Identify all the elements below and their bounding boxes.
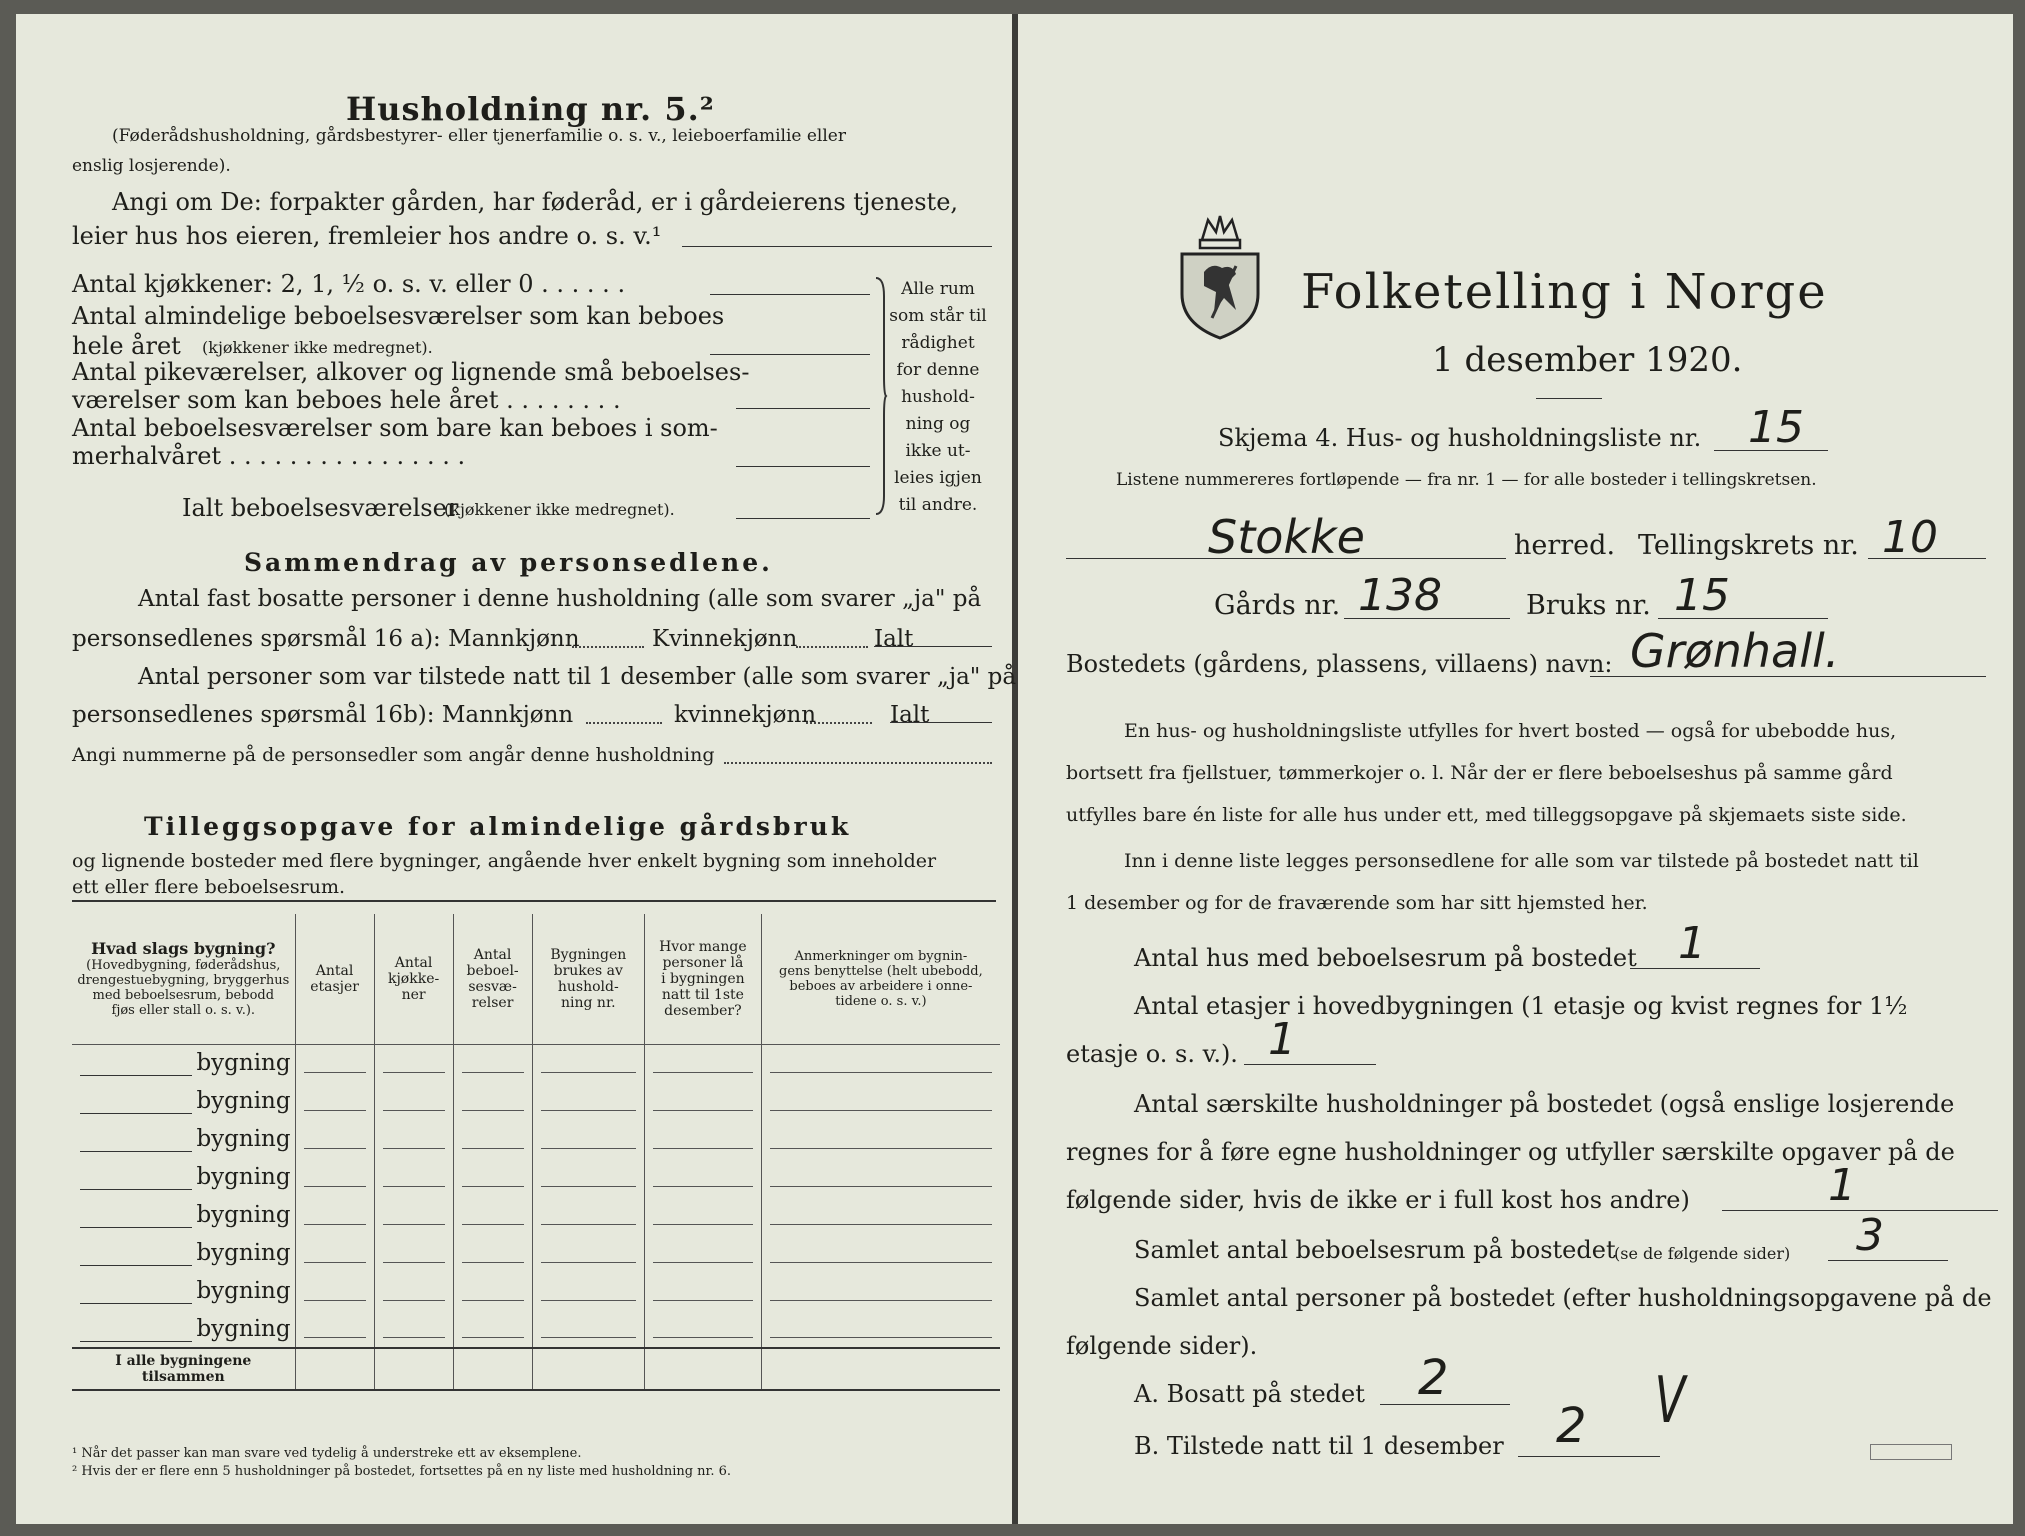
gards-label: Gårds nr. <box>1214 590 1341 621</box>
col-household-text: Bygningen <box>550 946 627 963</box>
row-value-line <box>541 1186 636 1187</box>
col-remarks-text: Anmerkninger om bygnin- <box>794 948 968 964</box>
summary-2-female-line <box>806 722 872 724</box>
col-building-type-title: Hvad slags bygning? <box>91 939 276 959</box>
row-value-cell <box>532 1044 644 1082</box>
q-total-rooms-value: 3 <box>1856 1210 1884 1261</box>
q-total-rooms-line <box>736 518 870 519</box>
row-building-label: bygning <box>196 1050 291 1077</box>
q-present-line <box>1518 1456 1660 1457</box>
q-floors-1: Antal etasjer i hovedbygningen (1 etasje og kvist regnes for 1½ <box>1134 992 1908 1020</box>
col-household-text: hushold- <box>557 978 619 995</box>
row-value-line <box>304 1300 366 1301</box>
row-value-cell <box>532 1310 644 1348</box>
row-value-cell <box>644 1310 761 1348</box>
row-value-line <box>541 1148 636 1149</box>
row-value-line <box>462 1072 524 1073</box>
q-households-value: 1 <box>1828 1160 1856 1211</box>
summary-2c: kvinnekjønn <box>674 702 817 728</box>
row-value-line <box>383 1110 445 1111</box>
q-kitchens-line <box>710 294 870 295</box>
q-rooms-line <box>710 354 870 355</box>
summary-3: Angi nummerne på de personsedler som angår denne husholdning <box>72 744 715 766</box>
q-floors-value: 1 <box>1268 1014 1296 1065</box>
col-kitchens-text: ner <box>401 986 426 1003</box>
total-value-cell <box>374 1348 453 1390</box>
row-value-cell <box>761 1196 1000 1234</box>
row-value-line <box>304 1337 366 1338</box>
col-remarks-text: tidene o. s. v.) <box>835 993 927 1009</box>
row-value-line <box>770 1337 992 1338</box>
row-value-cell <box>295 1272 374 1310</box>
q-small-rooms-line <box>736 408 870 409</box>
col-persons-text: natt til 1ste <box>661 986 744 1003</box>
table-row <box>72 1120 1000 1158</box>
row-value-cell <box>644 1158 761 1196</box>
instr-2a: Inn i denne liste legges personsedlene for alle som var tilstede på bostedet natt til <box>1124 850 1919 872</box>
col-building-type <box>72 914 295 1044</box>
row-value-cell <box>761 1158 1000 1196</box>
row-value-cell <box>374 1196 453 1234</box>
q-summer-rooms-1: Antal beboelsesværelser som bare kan beboes i som- <box>72 414 718 442</box>
row-value-line <box>383 1186 445 1187</box>
col-persons <box>644 914 761 1044</box>
row-value-cell <box>644 1234 761 1272</box>
total-value-cell <box>295 1348 374 1390</box>
row-value-line <box>541 1300 636 1301</box>
table-row <box>72 1196 1000 1234</box>
col-persons-text: i bygningen <box>661 970 745 987</box>
col-persons-text: desember? <box>664 1002 742 1019</box>
row-value-cell <box>453 1234 532 1272</box>
total-label-cell: I alle bygningene tilsammen <box>115 1353 252 1385</box>
row-value-cell <box>644 1196 761 1234</box>
row-building-cell <box>72 1272 295 1310</box>
summary-1c: Kvinnekjønn <box>652 626 798 652</box>
row-value-cell <box>374 1310 453 1348</box>
q-total-rooms-note: (kjøkkener ikke medregnet). <box>444 500 675 519</box>
table-row <box>72 1234 1000 1272</box>
row-value-cell <box>532 1234 644 1272</box>
norway-coat-of-arms-icon <box>1178 214 1262 340</box>
instr-1b: bortsett fra fjellstuer, tømmerkojer o. l. Når der er flere beboelseshus på samme gård <box>1066 762 1893 784</box>
row-value-line <box>462 1224 524 1225</box>
q-persons-1: Samlet antal personer på bostedet (efter husholdningsopgavene på de <box>1134 1284 1992 1312</box>
row-value-cell <box>761 1272 1000 1310</box>
row-value-line <box>770 1148 992 1149</box>
row-building-cell <box>72 1234 295 1272</box>
q-total-rooms: Samlet antal beboelsesrum på bostedet <box>1134 1236 1616 1264</box>
table-row <box>72 1082 1000 1120</box>
row-value-line <box>653 1072 753 1073</box>
row-value-line <box>653 1337 753 1338</box>
total-value-cell <box>644 1348 761 1390</box>
herred-value: Stokke <box>1208 510 1365 564</box>
summary-3-line <box>724 762 992 764</box>
row-value-cell <box>374 1082 453 1120</box>
col-rooms <box>453 914 532 1044</box>
row-value-cell <box>644 1272 761 1310</box>
summary-2a: Antal personer som var tilstede natt til 1 desember (alle som svarer „ja" på <box>138 664 1017 690</box>
household-intro-1: (Føderådshusholdning, gårdsbestyrer- eller tjenerfamilie o. s. v., leieboerfamilie eller <box>112 126 846 146</box>
row-value-line <box>653 1186 753 1187</box>
side-note-brace <box>872 276 888 516</box>
row-type-line <box>80 1227 192 1228</box>
row-building-label: bygning <box>196 1240 291 1266</box>
row-value-cell <box>453 1082 532 1120</box>
title-divider <box>1536 398 1602 399</box>
row-value-cell <box>532 1082 644 1120</box>
row-value-line <box>653 1148 753 1149</box>
bosted-label: Bostedets (gårdens, plassens, villaens) navn: <box>1066 650 1613 678</box>
side-note-line: leies igjen <box>894 468 982 488</box>
q-summer-rooms-line <box>736 466 870 467</box>
row-value-cell <box>295 1044 374 1082</box>
row-value-line <box>462 1262 524 1263</box>
angi-line-2: leier hus hos eieren, fremleier hos andre o. s. v.¹ <box>72 222 662 250</box>
row-building-cell <box>72 1196 295 1234</box>
row-value-cell <box>644 1082 761 1120</box>
col-household-text: brukes av <box>553 962 623 979</box>
summary-2b: personsedlenes spørsmål 16b): Mannkjønn <box>72 702 574 728</box>
col-remarks <box>761 914 1000 1044</box>
row-type-line <box>80 1189 192 1190</box>
row-value-line <box>770 1224 992 1225</box>
row-value-cell <box>374 1234 453 1272</box>
row-value-line <box>541 1110 636 1111</box>
row-value-cell <box>453 1158 532 1196</box>
row-value-cell <box>532 1272 644 1310</box>
summary-1b: personsedlenes spørsmål 16 a): Mannkjønn <box>72 626 580 652</box>
household-title: Husholdning nr. 5.² <box>346 90 715 128</box>
col-kitchens-text: Antal <box>394 954 433 971</box>
summary-2d: Ialt <box>890 702 930 728</box>
row-value-line <box>462 1186 524 1187</box>
row-value-line <box>304 1262 366 1263</box>
schema-label: Skjema 4. Hus- og husholdningsliste nr. <box>1218 424 1702 452</box>
table-row <box>72 1310 1000 1348</box>
total-value-cell <box>761 1348 1000 1390</box>
col-persons-text: personer lå <box>662 954 744 971</box>
q-floors-line <box>1244 1064 1376 1065</box>
angi-line-1: Angi om De: forpakter gården, har føderåd, er i gårdeierens tjeneste, <box>112 188 959 216</box>
side-note-line: ikke ut- <box>905 441 971 461</box>
col-floors <box>295 914 374 1044</box>
table-header-row <box>72 914 1000 1044</box>
row-value-cell <box>374 1158 453 1196</box>
row-value-line <box>541 1262 636 1263</box>
extra-title: Tilleggsopgave for almindelige gårdsbruk <box>144 812 852 841</box>
row-value-cell <box>532 1196 644 1234</box>
col-floors-text: Antal <box>315 962 354 979</box>
col-building-type-sub: (Hovedbygning, føderådshus, <box>86 958 281 974</box>
row-value-line <box>383 1300 445 1301</box>
total-value-cell <box>532 1348 644 1390</box>
instr-1a: En hus- og husholdningsliste utfylles for hvert bosted — også for ubebodde hus, <box>1124 720 1897 742</box>
extra-1: og lignende bosteder med flere bygninger, angående hver enkelt bygning som inneholder <box>72 850 937 872</box>
row-value-line <box>653 1300 753 1301</box>
row-value-cell <box>295 1158 374 1196</box>
side-note <box>888 276 988 519</box>
row-value-line <box>770 1262 992 1263</box>
krets-label: Tellingskrets nr. <box>1638 530 1859 561</box>
total-value-cell <box>453 1348 532 1390</box>
instr-2b: 1 desember og for de fraværende som har sitt hjemsted her. <box>1066 892 1648 914</box>
row-value-cell <box>374 1120 453 1158</box>
q-kitchens: Antal kjøkkener: 2, 1, ½ o. s. v. eller 0 . . . . . . <box>72 270 626 298</box>
left-page <box>16 14 1017 1524</box>
side-note-line: rådighet <box>901 333 975 353</box>
extra-rule <box>72 900 996 902</box>
side-note-line: til andre. <box>898 495 978 515</box>
side-note-line: ning og <box>905 414 971 434</box>
row-value-line <box>383 1148 445 1149</box>
q-summer-rooms-2: merhalvåret . . . . . . . . . . . . . . . . <box>72 442 466 470</box>
q-floors-2: etasje o. s. v.). <box>1066 1040 1238 1068</box>
table-total-row <box>72 1348 1000 1390</box>
row-value-line <box>653 1224 753 1225</box>
row-value-line <box>462 1110 524 1111</box>
q-present-value: 2 <box>1556 1398 1587 1454</box>
row-value-line <box>383 1072 445 1073</box>
row-building-cell <box>72 1120 295 1158</box>
q-resident: A. Bosatt på stedet <box>1134 1380 1365 1408</box>
row-value-cell <box>761 1044 1000 1082</box>
q-total-rooms-note: (se de følgende sider) <box>1614 1244 1791 1263</box>
row-value-line <box>541 1224 636 1225</box>
row-building-cell <box>72 1158 295 1196</box>
summary-2-male-line <box>586 722 662 724</box>
footnote-1: ¹ Når det passer kan man svare ved tydelig å understreke ett av eksemplene. <box>72 1446 582 1461</box>
col-rooms-text: sesvæ- <box>468 978 517 995</box>
row-value-cell <box>453 1310 532 1348</box>
numbering-note: Listene nummereres fortløpende — fra nr. 1 — for alle bosteder i tellingskretsen. <box>1116 470 1817 490</box>
summary-1-total-line <box>874 646 992 647</box>
row-value-line <box>653 1110 753 1111</box>
row-value-line <box>304 1186 366 1187</box>
col-rooms-text: relser <box>471 994 514 1011</box>
right-page <box>1018 14 2013 1524</box>
row-value-line <box>304 1148 366 1149</box>
row-value-line <box>304 1224 366 1225</box>
row-value-cell <box>453 1196 532 1234</box>
census-title: Folketelling i Norge <box>1301 264 1828 320</box>
gards-value: 138 <box>1358 570 1442 621</box>
row-value-cell <box>295 1082 374 1120</box>
row-value-cell <box>374 1272 453 1310</box>
row-building-label: bygning <box>196 1202 291 1228</box>
row-value-cell <box>453 1120 532 1158</box>
row-value-line <box>304 1072 366 1073</box>
q-households-3: følgende sider, hvis de ikke er i full kost hos andre) <box>1066 1186 1690 1214</box>
col-kitchens-text: kjøkke- <box>387 970 440 987</box>
row-value-line <box>383 1262 445 1263</box>
row-type-line <box>80 1265 192 1266</box>
row-value-line <box>383 1224 445 1225</box>
row-value-cell <box>453 1272 532 1310</box>
herred-label: herred. <box>1514 530 1616 561</box>
check-mark: V <box>1654 1364 1686 1438</box>
krets-value: 10 <box>1882 512 1938 563</box>
row-building-label: bygning <box>196 1278 291 1304</box>
row-value-cell <box>295 1196 374 1234</box>
row-value-cell <box>295 1120 374 1158</box>
row-building-cell <box>72 1082 295 1120</box>
row-value-line <box>541 1337 636 1338</box>
row-building-cell <box>72 1044 295 1082</box>
table-row <box>72 1272 1000 1310</box>
row-value-line <box>462 1148 524 1149</box>
row-building-label: bygning <box>196 1126 291 1152</box>
q-small-rooms-2: værelser som kan beboes hele året . . . . . . . . <box>72 386 621 414</box>
row-value-line <box>770 1072 992 1073</box>
row-value-line <box>770 1300 992 1301</box>
row-value-cell <box>761 1120 1000 1158</box>
side-note-line: hushold- <box>901 387 975 407</box>
row-value-cell <box>295 1310 374 1348</box>
row-value-cell <box>532 1158 644 1196</box>
q-present: B. Tilstede natt til 1 desember <box>1134 1432 1504 1460</box>
q-rooms-1: Antal almindelige beboelsesværelser som kan beboes <box>72 302 725 330</box>
footnote-2: ² Hvis der er flere enn 5 husholdninger på bostedet, fortsettes på en ny liste med husholdning nr. 6. <box>72 1464 732 1479</box>
col-remarks-text: gens benyttelse (helt ubebodd, <box>779 963 983 979</box>
row-value-line <box>462 1300 524 1301</box>
summary-1-female-line <box>796 646 868 648</box>
q-households-2: regnes for å føre egne husholdninger og utfyller særskilte opgaver på de <box>1066 1138 1955 1166</box>
bruks-label: Bruks nr. <box>1526 590 1651 621</box>
row-value-cell <box>761 1082 1000 1120</box>
q-resident-value: 2 <box>1418 1350 1449 1406</box>
row-type-line <box>80 1075 192 1076</box>
col-household-no <box>532 914 644 1044</box>
row-value-line <box>770 1110 992 1111</box>
row-value-line <box>653 1262 753 1263</box>
row-value-line <box>304 1110 366 1111</box>
row-building-label: bygning <box>196 1088 291 1114</box>
q-total-rooms-line <box>1828 1260 1948 1261</box>
row-value-cell <box>644 1120 761 1158</box>
col-rooms-text: Antal <box>473 946 512 963</box>
extra-2: ett eller flere beboelsesrum. <box>72 876 346 898</box>
row-value-cell <box>761 1310 1000 1348</box>
summary-1a: Antal fast bosatte personer i denne husholdning (alle som svarer „ja" på <box>138 586 982 612</box>
building-table <box>72 914 1000 1391</box>
row-building-cell <box>72 1310 295 1348</box>
row-value-cell <box>644 1044 761 1082</box>
row-value-line <box>541 1072 636 1073</box>
bosted-value: Grønhall. <box>1630 624 1840 678</box>
side-note-line: Alle rum <box>901 279 975 299</box>
col-household-text: ning nr. <box>561 994 616 1011</box>
side-note-line: som står til <box>889 306 987 326</box>
summary-2-total-line <box>890 722 992 723</box>
col-remarks-text: beboes av arbeidere i onne- <box>789 978 973 994</box>
schema-value: 15 <box>1748 402 1804 453</box>
q-households-1: Antal særskilte husholdninger på bostedet (også enslige losjerende <box>1134 1090 1955 1118</box>
col-rooms-text: beboel- <box>466 962 519 979</box>
row-value-line <box>383 1337 445 1338</box>
q-rooms-2: hele året <box>72 332 181 360</box>
col-floors-text: etasjer <box>310 978 359 995</box>
table-row <box>72 1158 1000 1196</box>
row-type-line <box>80 1113 192 1114</box>
row-value-cell <box>761 1234 1000 1272</box>
census-date: 1 desember 1920. <box>1432 340 1743 380</box>
angi-answer-line <box>682 246 992 247</box>
q-rooms-note: (kjøkkener ikke medregnet). <box>202 338 433 357</box>
row-building-label: bygning <box>196 1315 291 1342</box>
row-value-line <box>462 1337 524 1338</box>
row-type-line <box>80 1303 192 1304</box>
row-value-cell <box>374 1044 453 1082</box>
row-value-cell <box>532 1120 644 1158</box>
row-value-cell <box>295 1234 374 1272</box>
side-note-line: for denne <box>896 360 980 380</box>
printer-stamp <box>1870 1444 1952 1460</box>
q-small-rooms-1: Antal pikeværelser, alkover og lignende små beboelses- <box>72 358 750 386</box>
summary-title: Sammendrag av personsedlene. <box>244 548 773 577</box>
row-type-line <box>80 1151 192 1152</box>
row-value-line <box>770 1186 992 1187</box>
q-total-rooms: Ialt beboelsesværelser <box>182 494 459 522</box>
table-row <box>72 1044 1000 1082</box>
q-houses: Antal hus med beboelsesrum på bostedet <box>1134 944 1637 972</box>
row-value-cell <box>453 1044 532 1082</box>
col-building-type-sub: fjøs eller stall o. s. v.). <box>111 1003 256 1019</box>
q-persons-2: følgende sider). <box>1066 1332 1258 1360</box>
instr-1c: utfylles bare én liste for alle hus under ett, med tilleggsopgave på skjemaets siste side. <box>1066 804 1907 826</box>
summary-1d: Ialt <box>874 626 914 652</box>
col-kitchens <box>374 914 453 1044</box>
household-intro-2: enslig losjerende). <box>72 156 231 176</box>
summary-1-male-line <box>572 646 644 648</box>
row-type-line <box>80 1341 192 1342</box>
row-building-label: bygning <box>196 1164 291 1190</box>
q-houses-value: 1 <box>1678 918 1706 969</box>
col-persons-text: Hvor mange <box>659 938 747 955</box>
col-building-type-sub: drengestuebygning, bryggerhus <box>77 973 290 989</box>
col-building-type-sub: med beboelsesrum, bebodd <box>92 988 275 1004</box>
bruks-value: 15 <box>1674 570 1730 621</box>
